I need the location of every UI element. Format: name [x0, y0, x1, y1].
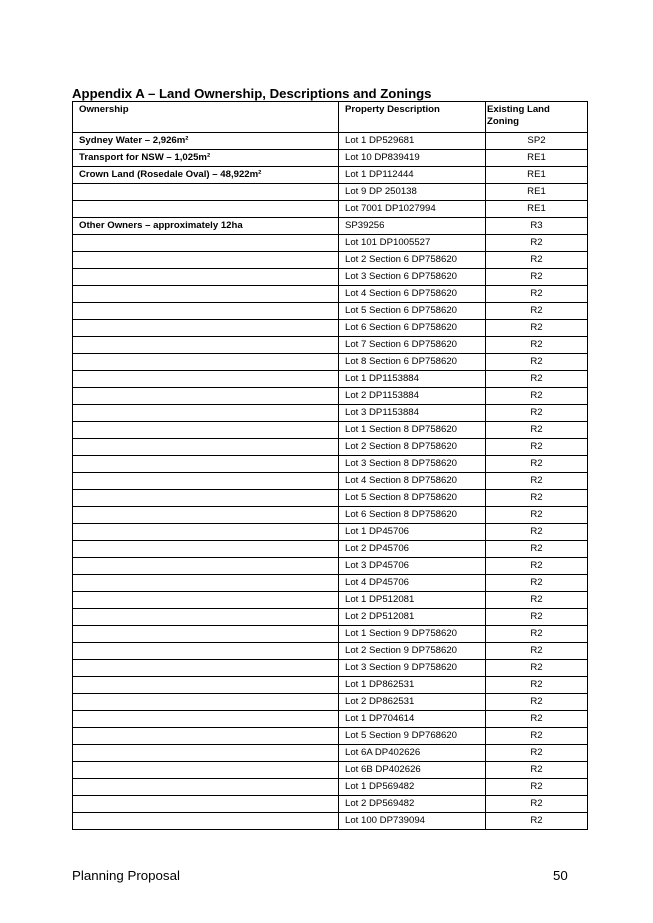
- zoning-cell: R2: [486, 286, 588, 303]
- table-row: [73, 762, 588, 779]
- footer-page-number: 50: [553, 868, 568, 883]
- property-description-cell: Lot 10 DP839419: [339, 150, 486, 167]
- table-row: [73, 320, 588, 337]
- table-row: [73, 201, 588, 218]
- owner-cell: [73, 575, 339, 592]
- table-row: [73, 660, 588, 677]
- property-description-cell: Lot 7001 DP1027994: [339, 201, 486, 218]
- property-description-cell: Lot 4 Section 6 DP758620: [339, 286, 486, 303]
- owner-cell: [73, 388, 339, 405]
- zoning-cell: SP2: [486, 133, 588, 150]
- table-row: [73, 456, 588, 473]
- table-row: [73, 558, 588, 575]
- table-row: [73, 575, 588, 592]
- zoning-cell: R2: [486, 524, 588, 541]
- owner-cell: [73, 286, 339, 303]
- zoning-cell: RE1: [486, 201, 588, 218]
- owner-cell: Transport for NSW – 1,025m²: [73, 150, 339, 167]
- zoning-cell: R3: [486, 218, 588, 235]
- owner-cell: [73, 558, 339, 575]
- zoning-cell: R2: [486, 813, 588, 830]
- zoning-cell: R2: [486, 337, 588, 354]
- table-row: [73, 694, 588, 711]
- property-description-cell: Lot 2 DP1153884: [339, 388, 486, 405]
- zoning-cell: R2: [486, 422, 588, 439]
- zoning-cell: R2: [486, 643, 588, 660]
- owner-cell: [73, 779, 339, 796]
- land-zoning-table: [72, 101, 588, 830]
- property-description-cell: Lot 2 Section 9 DP758620: [339, 643, 486, 660]
- property-description-cell: Lot 4 DP45706: [339, 575, 486, 592]
- table-row: [73, 235, 588, 252]
- owner-cell: [73, 677, 339, 694]
- zoning-cell: R2: [486, 711, 588, 728]
- property-description-cell: Lot 6 Section 8 DP758620: [339, 507, 486, 524]
- owner-cell: [73, 643, 339, 660]
- property-description-cell: Lot 1 DP704614: [339, 711, 486, 728]
- zoning-cell: R2: [486, 609, 588, 626]
- table-body: [73, 133, 588, 830]
- table-row: [73, 150, 588, 167]
- table-row: [73, 507, 588, 524]
- property-description-cell: Lot 9 DP 250138: [339, 184, 486, 201]
- zoning-cell: R2: [486, 269, 588, 286]
- table-row: [73, 609, 588, 626]
- table-row: [73, 490, 588, 507]
- property-description-cell: Lot 1 DP45706: [339, 524, 486, 541]
- owner-cell: [73, 728, 339, 745]
- table-row: [73, 626, 588, 643]
- property-description-cell: Lot 6 Section 6 DP758620: [339, 320, 486, 337]
- property-description-cell: Lot 1 DP569482: [339, 779, 486, 796]
- zoning-cell: R2: [486, 371, 588, 388]
- table-row: [73, 541, 588, 558]
- zoning-cell: R2: [486, 354, 588, 371]
- owner-cell: [73, 524, 339, 541]
- zoning-cell: R2: [486, 303, 588, 320]
- zoning-cell: R2: [486, 626, 588, 643]
- zoning-cell: R2: [486, 558, 588, 575]
- owner-cell: [73, 473, 339, 490]
- property-description-cell: Lot 2 Section 8 DP758620: [339, 439, 486, 456]
- table-row: [73, 252, 588, 269]
- property-description-cell: Lot 2 DP512081: [339, 609, 486, 626]
- property-description-cell: Lot 100 DP739094: [339, 813, 486, 830]
- property-description-cell: Lot 1 DP112444: [339, 167, 486, 184]
- table-row: [73, 728, 588, 745]
- owner-cell: [73, 371, 339, 388]
- property-description-cell: Lot 1 Section 9 DP758620: [339, 626, 486, 643]
- zoning-cell: RE1: [486, 150, 588, 167]
- zoning-cell: R2: [486, 507, 588, 524]
- zoning-cell: R2: [486, 235, 588, 252]
- zoning-cell: R2: [486, 575, 588, 592]
- owner-cell: [73, 711, 339, 728]
- owner-cell: [73, 507, 339, 524]
- zoning-cell: R2: [486, 541, 588, 558]
- table-header-row: [73, 102, 588, 133]
- page-title: Appendix A – Land Ownership, Descriptions and Zonings: [72, 86, 432, 101]
- table-row: [73, 439, 588, 456]
- property-description-cell: Lot 7 Section 6 DP758620: [339, 337, 486, 354]
- property-description-cell: Lot 1 DP512081: [339, 592, 486, 609]
- table-row: [73, 184, 588, 201]
- owner-cell: [73, 762, 339, 779]
- owner-cell: Sydney Water – 2,926m²: [73, 133, 339, 150]
- table-row: [73, 422, 588, 439]
- owner-cell: [73, 490, 339, 507]
- property-description-cell: Lot 4 Section 8 DP758620: [339, 473, 486, 490]
- property-description-cell: Lot 2 DP45706: [339, 541, 486, 558]
- zoning-cell: R2: [486, 439, 588, 456]
- zoning-cell: R2: [486, 320, 588, 337]
- property-description-cell: Lot 2 DP862531: [339, 694, 486, 711]
- owner-cell: [73, 422, 339, 439]
- property-description-cell: Lot 5 Section 6 DP758620: [339, 303, 486, 320]
- table-row: [73, 796, 588, 813]
- owner-cell: [73, 626, 339, 643]
- owner-cell: [73, 660, 339, 677]
- zoning-cell: RE1: [486, 167, 588, 184]
- owner-cell: Other Owners – approximately 12ha: [73, 218, 339, 235]
- property-description-cell: Lot 8 Section 6 DP758620: [339, 354, 486, 371]
- zoning-cell: R2: [486, 252, 588, 269]
- property-description-cell: Lot 3 DP45706: [339, 558, 486, 575]
- owner-cell: [73, 813, 339, 830]
- zoning-cell: R2: [486, 677, 588, 694]
- zoning-cell: R2: [486, 796, 588, 813]
- property-description-cell: Lot 2 DP569482: [339, 796, 486, 813]
- zoning-cell: R2: [486, 490, 588, 507]
- property-description-cell: Lot 6B DP402626: [339, 762, 486, 779]
- table-row: [73, 643, 588, 660]
- owner-cell: [73, 439, 339, 456]
- zoning-cell: R2: [486, 388, 588, 405]
- table-row: [73, 337, 588, 354]
- table-row: [73, 524, 588, 541]
- owner-cell: [73, 796, 339, 813]
- owner-cell: [73, 609, 339, 626]
- table-row: [73, 677, 588, 694]
- property-description-cell: Lot 3 Section 6 DP758620: [339, 269, 486, 286]
- owner-cell: [73, 252, 339, 269]
- property-description-cell: Lot 101 DP1005527: [339, 235, 486, 252]
- property-description-cell: SP39256: [339, 218, 486, 235]
- table-row: [73, 813, 588, 830]
- table-row: [73, 779, 588, 796]
- table-row: [73, 745, 588, 762]
- table-row: [73, 133, 588, 150]
- owner-cell: [73, 201, 339, 218]
- table-row: [73, 371, 588, 388]
- property-description-cell: Lot 6A DP402626: [339, 745, 486, 762]
- zoning-cell: R2: [486, 694, 588, 711]
- zoning-cell: R2: [486, 762, 588, 779]
- property-description-cell: Lot 5 Section 9 DP768620: [339, 728, 486, 745]
- table-row: [73, 473, 588, 490]
- owner-cell: [73, 320, 339, 337]
- property-description-cell: Lot 3 Section 9 DP758620: [339, 660, 486, 677]
- property-description-cell: Lot 5 Section 8 DP758620: [339, 490, 486, 507]
- footer-document-title: Planning Proposal: [72, 868, 180, 883]
- zoning-cell: R2: [486, 779, 588, 796]
- owner-cell: [73, 456, 339, 473]
- zoning-cell: R2: [486, 728, 588, 745]
- table-row: [73, 218, 588, 235]
- table-row: [73, 269, 588, 286]
- header-ownership: Ownership: [73, 102, 339, 133]
- owner-cell: [73, 541, 339, 558]
- zoning-cell: R2: [486, 456, 588, 473]
- zoning-cell: R2: [486, 405, 588, 422]
- owner-cell: [73, 592, 339, 609]
- owner-cell: [73, 694, 339, 711]
- zoning-cell: RE1: [486, 184, 588, 201]
- zoning-cell: R2: [486, 473, 588, 490]
- owner-cell: [73, 405, 339, 422]
- owner-cell: [73, 337, 339, 354]
- property-description-cell: Lot 1 DP529681: [339, 133, 486, 150]
- table-row: [73, 592, 588, 609]
- table-row: [73, 711, 588, 728]
- header-existing-land-zoning: Existing Land Zoning: [486, 102, 588, 133]
- owner-cell: [73, 354, 339, 371]
- owner-cell: Crown Land (Rosedale Oval) – 48,922m²: [73, 167, 339, 184]
- property-description-cell: Lot 1 DP862531: [339, 677, 486, 694]
- zoning-cell: R2: [486, 660, 588, 677]
- table-row: [73, 405, 588, 422]
- owner-cell: [73, 184, 339, 201]
- owner-cell: [73, 303, 339, 320]
- property-description-cell: Lot 1 Section 8 DP758620: [339, 422, 486, 439]
- table-row: [73, 286, 588, 303]
- table-row: [73, 388, 588, 405]
- table-row: [73, 303, 588, 320]
- property-description-cell: Lot 2 Section 6 DP758620: [339, 252, 486, 269]
- zoning-cell: R2: [486, 745, 588, 762]
- table-row: [73, 354, 588, 371]
- zoning-cell: R2: [486, 592, 588, 609]
- table-row: [73, 167, 588, 184]
- owner-cell: [73, 745, 339, 762]
- owner-cell: [73, 235, 339, 252]
- property-description-cell: Lot 3 Section 8 DP758620: [339, 456, 486, 473]
- property-description-cell: Lot 3 DP1153884: [339, 405, 486, 422]
- owner-cell: [73, 269, 339, 286]
- header-property-description: Property Description: [339, 102, 486, 133]
- property-description-cell: Lot 1 DP1153884: [339, 371, 486, 388]
